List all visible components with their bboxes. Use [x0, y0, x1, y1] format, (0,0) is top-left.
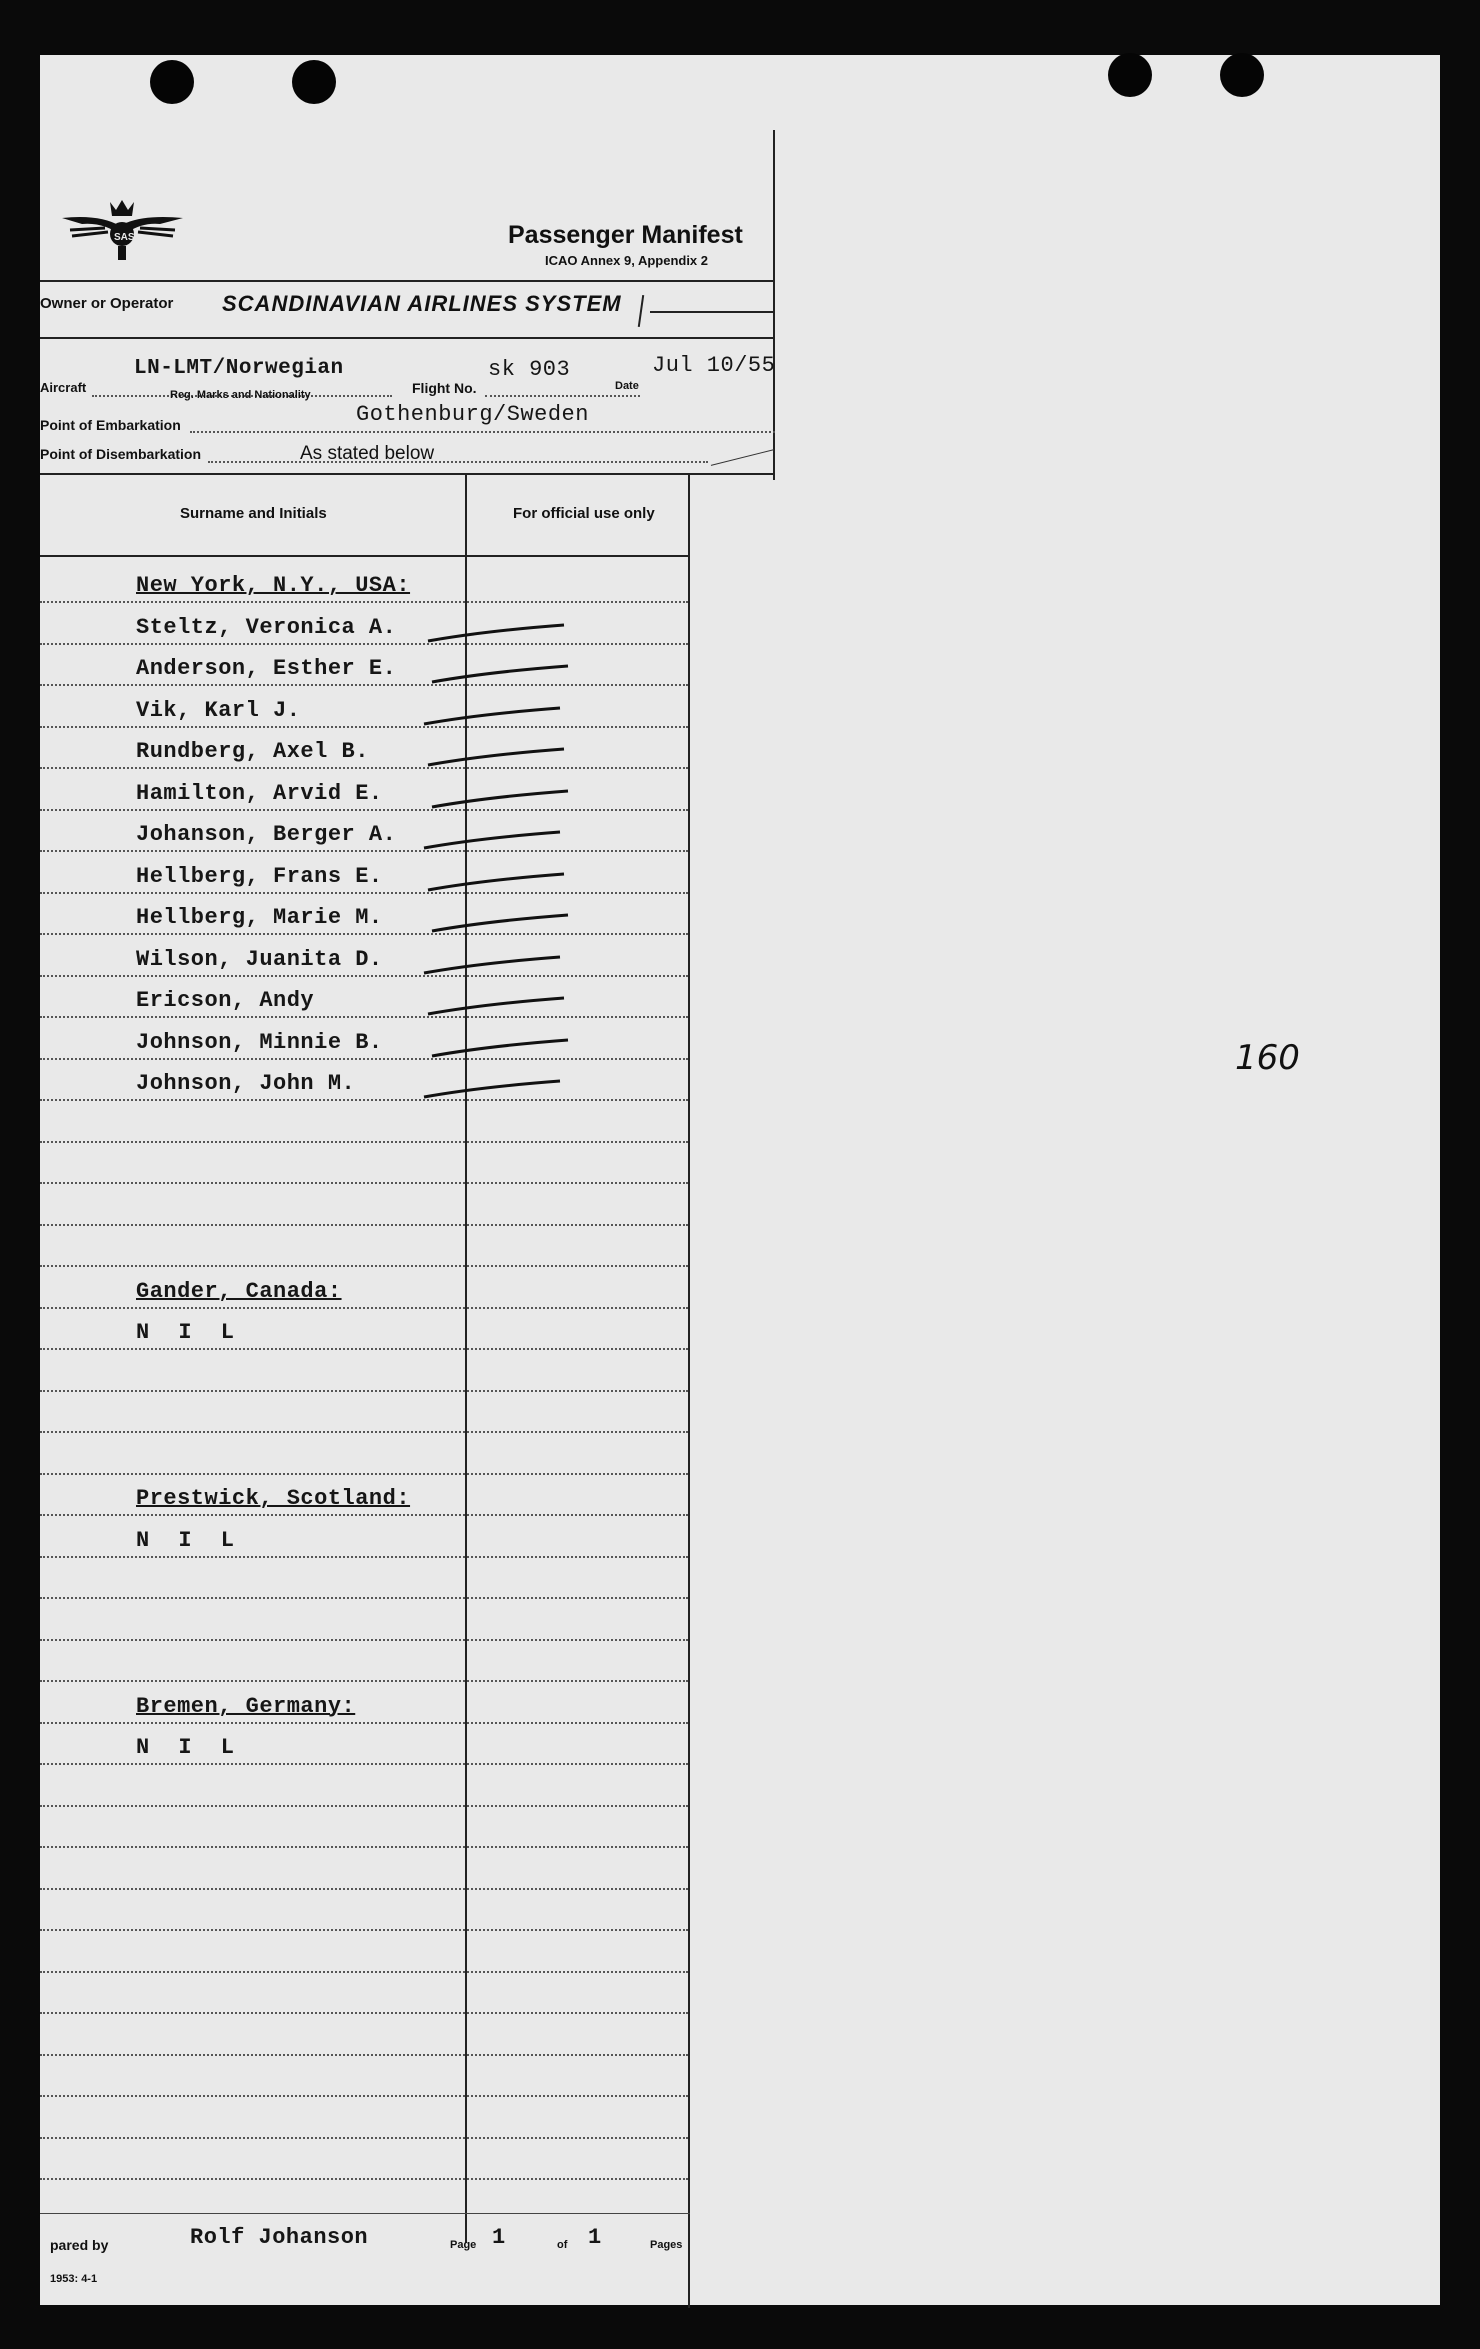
flight-label: Flight No.	[412, 380, 477, 396]
passenger-name: N I L	[136, 1527, 243, 1553]
passenger-name: Ericson, Andy	[136, 988, 315, 1013]
column-right-edge	[688, 473, 690, 2308]
ruled-line	[40, 1431, 688, 1433]
ruled-line	[40, 1929, 688, 1931]
passenger-name: Rundberg, Axel B.	[136, 739, 369, 764]
owner-label: Owner or Operator	[40, 295, 174, 312]
check-mark-stroke	[424, 621, 574, 645]
destination-heading: Bremen, Germany:	[136, 1693, 356, 1719]
check-mark-stroke	[428, 662, 578, 686]
embarkation-value: Gothenburg/Sweden	[356, 402, 589, 427]
of-value: 1	[588, 2225, 602, 2250]
header-rule-bottom	[40, 473, 775, 475]
handwritten-number: 160	[1235, 1038, 1300, 1078]
ruled-line	[40, 892, 688, 894]
ruled-line	[40, 1182, 688, 1184]
ruled-line	[40, 1348, 688, 1350]
form-code: 1953: 4-1	[50, 2273, 98, 2285]
ruled-line	[40, 1846, 688, 1848]
ruled-line	[40, 2095, 688, 2097]
svg-text:SAS: SAS	[114, 232, 135, 243]
passenger-name: Vik, Karl J.	[136, 697, 301, 723]
check-mark-stroke	[428, 787, 578, 811]
embarkation-label: Point of Embarkation	[40, 417, 181, 433]
check-mark-stroke	[424, 870, 574, 894]
manifest-sheet	[40, 55, 1440, 2305]
ruled-line	[40, 2137, 688, 2139]
embarkation-dots	[190, 431, 775, 433]
owner-value: SCANDINAVIAN AIRLINES SYSTEM	[222, 291, 622, 316]
ruled-line	[40, 1597, 688, 1599]
ruled-line	[40, 1307, 688, 1309]
flight-value: sk 903	[488, 357, 571, 382]
manifest-title: Passenger Manifest	[508, 221, 743, 249]
check-mark-stroke	[420, 704, 570, 728]
passenger-name: Hellberg, Frans E.	[136, 863, 383, 889]
disembark-slash	[711, 449, 774, 466]
ruled-line	[40, 2054, 688, 2056]
disembarkation-dots	[208, 461, 708, 463]
airline-logo-icon	[60, 190, 185, 265]
ruled-line	[40, 1058, 688, 1060]
check-mark-stroke	[428, 1036, 578, 1060]
passenger-name: Johnson, Minnie B.	[136, 1029, 383, 1055]
page-value: 1	[492, 2225, 506, 2250]
owner-rule	[650, 311, 775, 313]
ruled-line	[40, 809, 688, 811]
owner-tick	[638, 295, 644, 327]
ruled-line	[40, 1224, 688, 1226]
aircraft-value: LN-LMT/Norwegian	[134, 357, 344, 380]
ruled-line	[40, 601, 688, 603]
ruled-line	[40, 1016, 688, 1018]
official-column-header: For official use only	[513, 505, 655, 522]
passenger-name: Johanson, Berger A.	[136, 822, 397, 847]
ruled-line	[40, 1680, 688, 1682]
aircraft-label: Aircraft	[40, 380, 87, 395]
ruled-line	[40, 1099, 688, 1101]
check-mark-stroke	[420, 953, 570, 977]
names-column-header: Surname and Initials	[180, 505, 327, 522]
footer-rule	[40, 2213, 690, 2214]
column-header-rule	[40, 555, 688, 557]
passenger-name: Steltz, Veronica A.	[136, 614, 397, 640]
ruled-line	[40, 1556, 688, 1558]
passenger-name: Wilson, Juanita D.	[136, 946, 383, 972]
prepared-by-value: Rolf Johanson	[190, 2225, 369, 2250]
pages-label: Pages	[650, 2239, 683, 2251]
header-rule-owner	[40, 337, 775, 339]
passenger-name: N I L	[136, 1320, 243, 1345]
manifest-form	[40, 55, 1440, 2305]
ruled-line	[40, 1514, 688, 1516]
ruled-line	[40, 933, 688, 935]
header-rule-top	[40, 280, 775, 282]
date-value: Jul 10/55	[652, 353, 776, 378]
ruled-line	[40, 1763, 688, 1765]
ruled-line	[40, 1265, 688, 1267]
ruled-line	[40, 1639, 688, 1641]
ruled-line	[40, 643, 688, 645]
ruled-line	[40, 1971, 688, 1973]
reg-marks-label: Reg. Marks and Nationality	[170, 389, 311, 401]
destination-heading: Gander, Canada:	[136, 1278, 342, 1304]
ruled-line	[40, 1390, 688, 1392]
manifest-subtitle: ICAO Annex 9, Appendix 2	[545, 253, 709, 268]
passenger-name: Johnson, John M.	[136, 1071, 356, 1096]
ruled-line	[40, 1722, 688, 1724]
ruled-line	[40, 2012, 688, 2014]
ruled-line	[40, 684, 688, 686]
page-label: Page	[450, 2239, 477, 2251]
prepared-by-label: pared by	[50, 2237, 109, 2253]
ruled-line	[40, 1805, 688, 1807]
passenger-name: N I L	[136, 1735, 243, 1760]
passenger-name: Anderson, Esther E.	[136, 656, 397, 681]
header-right-edge	[773, 130, 775, 480]
passenger-name: Hellberg, Marie M.	[136, 905, 383, 930]
date-label: Date	[615, 380, 639, 392]
ruled-line	[40, 1473, 688, 1475]
check-mark-stroke	[420, 828, 570, 852]
ruled-line	[40, 2178, 688, 2180]
ruled-line	[40, 767, 688, 769]
destination-heading: New York, N.Y., USA:	[136, 573, 411, 598]
disembarkation-value: As stated below	[300, 443, 435, 464]
ruled-line	[40, 726, 688, 728]
of-label: of	[557, 2239, 568, 2251]
check-mark-stroke	[424, 994, 574, 1018]
ruled-line	[40, 850, 688, 852]
check-mark-stroke	[428, 911, 578, 935]
column-divider	[465, 473, 467, 2243]
ruled-line	[40, 1141, 688, 1143]
disembarkation-label: Point of Disembarkation	[40, 446, 202, 462]
ruled-line	[40, 1888, 688, 1890]
check-mark-stroke	[420, 1077, 570, 1101]
destination-heading: Prestwick, Scotland:	[136, 1486, 411, 1511]
flight-dots	[485, 395, 640, 397]
passenger-name: Hamilton, Arvid E.	[136, 780, 383, 806]
ruled-line	[40, 975, 688, 977]
check-mark-stroke	[424, 745, 574, 769]
